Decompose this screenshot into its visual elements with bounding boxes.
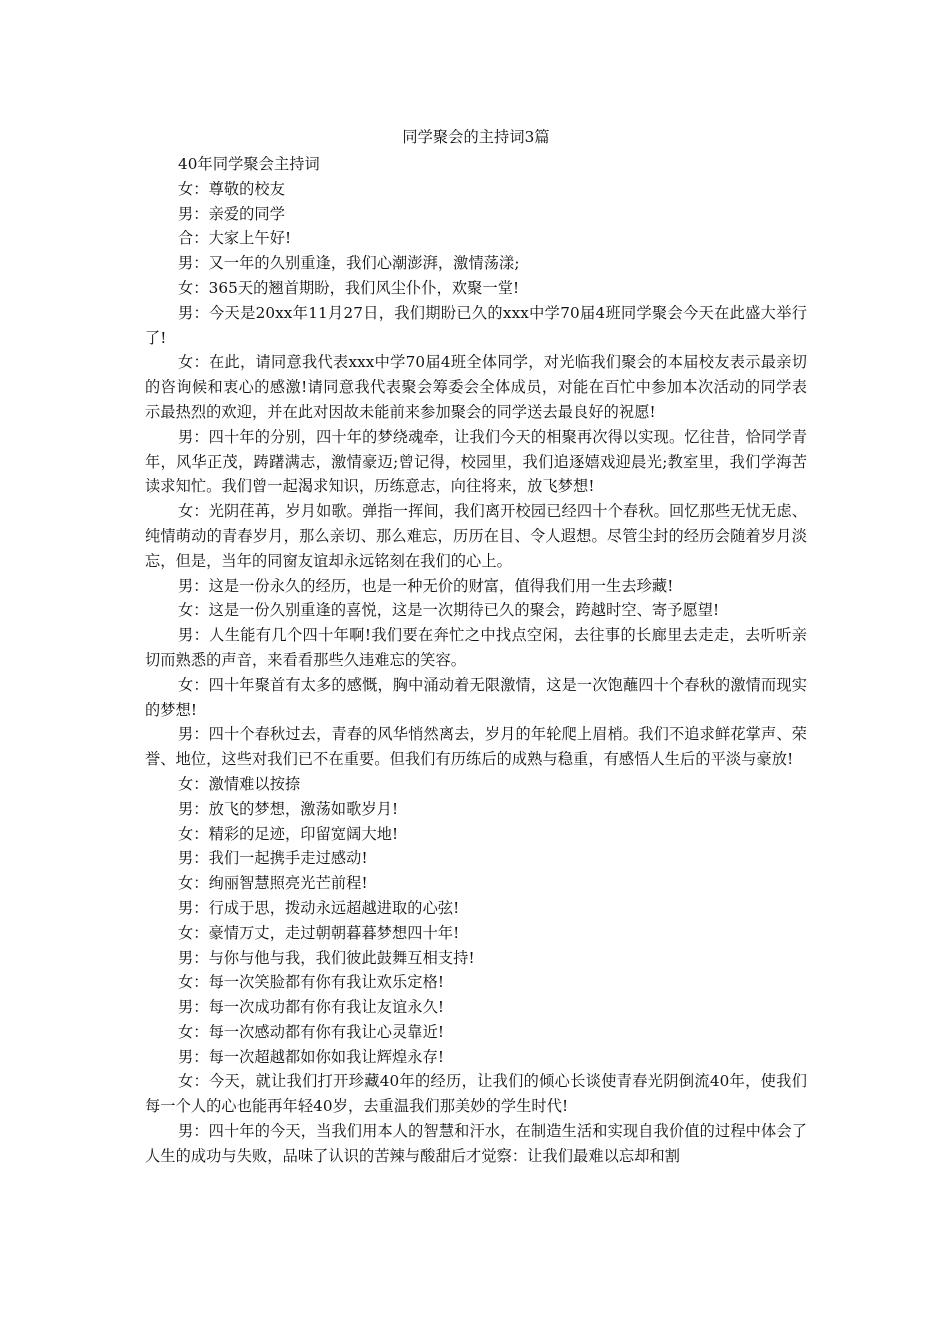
paragraph-list [145,152,807,1169]
paragraph: 女：精彩的足迹，印留宽阔大地! [178,824,399,843]
paragraph: 女：每一次感动都有你有我让心灵靠近! [178,1022,445,1041]
paragraph: 男：放飞的梦想，激荡如歌岁月! [178,799,399,818]
paragraph: 男：行成于思，拨动永远超越进取的心弦! [178,898,460,917]
paragraph: 男：今天是20xx年11月27日，我们期盼已久的xxx中学70届4班同学聚会今天在此盛大举行了! [145,303,807,347]
paragraph: 女：尊敬的校友 [178,179,286,198]
paragraph: 女：每一次笑脸都有你有我让欢乐定格! [178,973,445,992]
paragraph: 女：绚丽智慧照亮光芒前程! [178,874,368,893]
paragraph: 男：这是一份永久的经历，也是一种无价的财富，值得我们用一生去珍藏! [178,576,674,595]
paragraph: 男：我们一起携手走过感动! [178,849,368,868]
paragraph: 男：四十年的今天，当我们用本人的智慧和汗水，在制造生活和实现自我价值的过程中体会了人生的成功与失败，品味了认识的苦辣与酸甜后才觉察：让我们最难以忘却和割 [145,1122,807,1165]
paragraph: 女：今天，就让我们打开珍藏40年的经历，让我们的倾心长谈使青春光阴倒流40年，使我们每一个人的心也能再年轻40岁，去重温我们那美妙的学生时代! [145,1072,807,1116]
paragraph: 男：又一年的久别重逢，我们心潮澎湃，激情荡漾; [178,254,520,273]
paragraph: 男：与你与他与我，我们彼此鼓舞互相支持! [178,948,475,967]
paragraph: 女：在此，请同意我代表xxx中学70届4班全体同学，对光临我们聚会的本届校友表示最亲切的咨询候和衷心的感激!请同意我代表聚会筹委会全体成员，对能在百忙中参加本次活动的同学表示最热烈的欢迎，并在此对因故未能前来参加聚会的同学送去最良好的祝愿! [145,353,807,421]
paragraph: 合：大家上午好! [178,229,292,248]
paragraph: 女：豪情万丈，走过朝朝暮暮梦想四十年! [178,923,460,942]
paragraph: 男：人生能有几个四十年啊!我们要在奔忙之中找点空闲，去往事的长廊里去走走，去听听亲切而熟悉的声音，来看看那些久违难忘的笑容。 [145,626,807,669]
paragraph: 女：激情难以按捺 [178,774,301,793]
document-title: 同学聚会的主持词3篇 [402,128,550,146]
paragraph: 男：四十年的分别，四十年的梦绕魂牵，让我们今天的相聚再次得以实现。忆往昔，恰同学青年，风华正茂，踌躇满志，激情豪迈;曾记得，校园里，我们追逐嬉戏迎晨光;教室里，我们学海苦读求知忙。我们曾一起渴求知识，历练意志，向往将来，放飞梦想! [145,427,807,496]
paragraph: 男：亲爱的同学 [178,204,286,223]
paragraph: 女：四十年聚首有太多的感慨，胸中涌动着无限激情，这是一次饱蘸四十个春秋的激情而现实的梦想! [145,675,807,719]
paragraph: 男：每一次成功都有你有我让友谊永久! [178,998,445,1017]
paragraph: 男：每一次超越都如你如我让辉煌永存! [178,1047,445,1066]
document-body [145,122,807,1169]
paragraph: 女：这是一份久别重逢的喜悦，这是一次期待已久的聚会，跨越时空、寄予愿望! [178,601,720,620]
paragraph: 男：四十个春秋过去，青春的风华悄然离去，岁月的年轮爬上眉梢。我们不追求鲜花掌声、荣誉、地位，这些对我们已不在重要。但我们有历练后的成熟与稳重，有感悟人生后的平淡与豪放! [145,725,807,769]
paragraph: 女：光阴荏苒，岁月如歌。弹指一挥间，我们离开校园已经四十个春秋。回忆那些无忧无虑、纯情萌动的青春岁月，那么亲切、那么难忘，历历在目、令人遐想。尽管尘封的经历会随着岁月淡忘，但是，当年的同窗友谊却永远铭刻在我们的心上。 [145,502,807,570]
paragraph: 女：365天的翘首期盼，我们风尘仆仆，欢聚一堂! [178,278,520,297]
section-heading: 40年同学聚会主持词 [178,155,320,173]
